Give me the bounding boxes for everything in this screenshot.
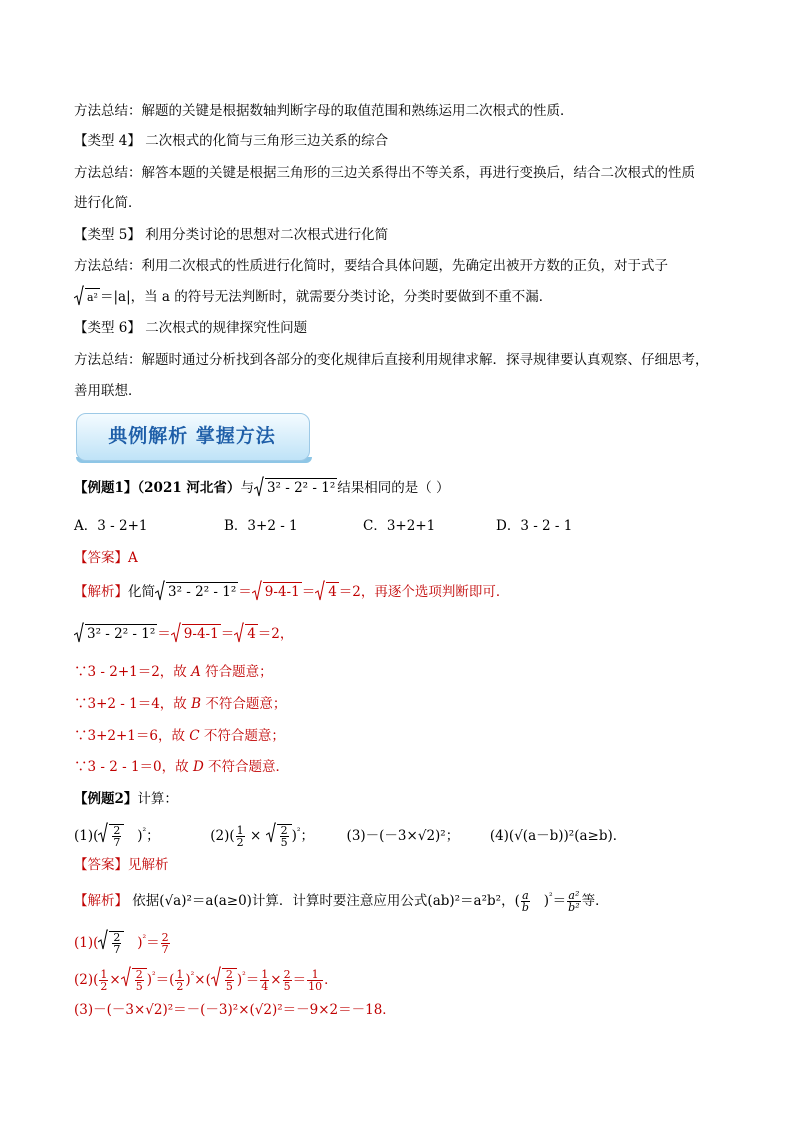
sqrt-expression [155,582,238,602]
denominator: 2 [236,836,244,849]
question-text: 与 [240,480,254,496]
radicand: 9-4-1 [183,626,219,642]
denominator: 7 [161,943,169,956]
separator: ； [300,828,314,844]
numerator: 1 [261,968,269,981]
numerator: 2 [283,968,291,981]
option-a: A．3 - 2+1 [74,518,148,534]
exponent: ² [152,971,156,981]
type-tag: 【类型 6】 [74,320,141,336]
analysis-tag: 【解析】 [74,893,128,909]
denominator: b [521,901,529,914]
radicand: 9-4-1 [264,584,300,600]
summary-text: 善用联想． [74,383,142,399]
check-text: ∵3 - 2+1＝2，故 [74,664,192,680]
fraction [236,825,245,848]
denominator: 5 [283,980,291,993]
equals: ＝ [292,972,307,988]
equals: ＝ [146,935,160,951]
sqrt-expression [171,624,221,644]
example-tag: 【例题2】 [74,791,138,807]
fraction [161,932,170,955]
example-2-answer [74,855,169,875]
fraction [225,969,234,992]
operator: × [270,972,282,988]
radicand [132,968,147,992]
sqrt-expression [234,624,258,644]
radicand: 3² - 2² - 1² [168,584,237,600]
type-tag: 【类型 5】 [74,227,141,243]
analysis-text: ＝2，再逐个选项判断即可． [338,584,510,600]
numerator: 2 [113,931,121,944]
question-text: 结果相同的是（ ） [337,480,450,496]
radicand: 3² - 2² - 1² [266,480,336,496]
radical-sign [74,622,84,644]
example-2-analysis: 【解析】 依据(√a)²＝a(a≥0)计算．计算时要注意应用公式(ab)²＝a²b²，( $\frac{a}{b}$ )$^{^2}$＝ $\frac{\text{a²}}{\text{b²}}$ 等． [74,889,609,914]
analysis-text: ＝ [238,584,252,600]
part-label: (1) [74,935,94,951]
example-2-parts: (1)( $\frac{2}{7}$ )$^{^2}$； (2)( $\frac{1}{2}$ × $\frac{2}{5}$ )$^{^2}$； (3)－(－3×√2)²； (4)(√(a－b))²(a≥b)． [74,824,627,849]
method-summary-4 [74,350,709,370]
analysis-tag: 【解析】 [74,584,128,600]
check-text: 不符合题意． [203,759,290,775]
sqrt-expression [98,824,124,848]
denominator: 5 [225,980,233,993]
type-title: 二次根式的规律探究性问题 [145,320,308,336]
denominator: b² [568,901,580,914]
denominator: 2 [176,980,184,993]
type-tag: 【类型 4】 [74,133,141,149]
radical-sign [252,580,262,602]
answer-value: 见解析 [128,857,169,873]
denominator: 5 [135,980,143,993]
sqrt-expression [254,478,337,498]
check-text: ∵3 - 2 - 1＝0，故 [74,759,193,775]
type-5-heading [74,225,388,245]
step-text: ＝ [220,626,235,642]
check-text: 符合题意； [200,664,273,680]
radical-sign [171,622,181,644]
radical-sign [266,822,276,844]
denominator: 2 [100,980,108,993]
radical-sign [211,966,221,988]
part-label: (2) [74,972,94,988]
fraction [280,825,289,848]
fraction [112,825,121,848]
check-b [74,694,286,714]
numerator: 1 [236,824,244,837]
banner-title: 典例解析 掌握方法 [108,425,276,447]
sqrt-expression [266,824,292,848]
denominator: 4 [261,980,269,993]
fraction [283,969,292,992]
denominator: 7 [113,836,121,849]
sqrt-expression [121,968,147,992]
method-summary-4-cont [74,381,142,401]
denominator: 5 [280,836,288,849]
exponent: ² [190,971,195,981]
section-banner [76,413,310,463]
summary-text: 方法总结：解题的关键是根据数轴判断字母的取值范围和熟练运用二次根式的性质． [74,103,574,119]
fraction [135,969,144,992]
method-summary-2 [74,163,695,183]
check-letter: A [191,664,201,680]
numerator: 1 [100,968,108,981]
numerator: 2 [161,931,169,944]
fraction [307,969,323,992]
method-summary-3-cont [74,287,552,307]
method-summary-1 [74,101,574,121]
part-3: (3)－(－3×√2)²； [346,828,460,844]
check-text: ∵3+2 - 1＝4，故 [74,696,192,712]
check-c [74,726,285,746]
type-4-heading [74,131,388,151]
radical-sign [155,580,165,602]
exponent: ² [549,892,553,902]
fraction [175,969,184,992]
sqrt-expression [315,582,339,602]
exponent: ² [242,971,246,981]
option-b: B．3+2 - 1 [224,518,298,534]
sqrt-expression [74,624,157,644]
summary-text: 方法总结：利用二次根式的性质进行化简时，要结合具体问题，先确定出被开方数的正负，对于式子 [74,258,668,274]
numerator: 2 [280,824,288,837]
radicand: a² [85,288,100,307]
radicand: 4 [247,626,256,642]
numerator: 2 [135,968,143,981]
sqrt-expression [98,931,124,955]
check-a [74,662,273,682]
radical-sign [234,622,244,644]
period: ． [324,972,338,988]
numerator: 1 [176,968,184,981]
example-2-step-2: (2)( $\frac{1}{2}$ × $\frac{2}{5}$ )$^{^2}$＝( $\frac{1}{2}$ )$^{^2}$×( $\frac{2}{5}$ )$^{^2}$＝ $\frac{1}{4}$ × $\frac{2}{5}$ ＝ $\frac{1}{10}$ ． [74,968,338,993]
operator: × [249,828,262,844]
example-2-step-3 [74,1000,396,1020]
example-source: （2021 河北省） [137,480,241,496]
separator: ； [146,828,160,844]
example-1-question [74,478,450,498]
fraction [567,890,580,913]
example-title: 计算： [137,791,178,807]
radicand [222,968,237,992]
example-1-analysis [74,582,509,602]
radicand: 3² - 2² - 1² [87,626,156,642]
numerator: a [522,889,529,902]
radical-sign [98,822,108,844]
numerator: 1 [307,969,323,981]
type-6-heading [74,318,307,338]
exponent: ² [142,827,147,837]
radicand [277,824,292,848]
fraction [112,932,121,955]
sqrt-expression [211,968,237,992]
summary-text: 进行化简． [74,195,142,211]
check-d [74,757,289,777]
analysis-text: 等． [581,893,609,909]
radical-sign [254,476,264,498]
answer-tag: 【答案】 [74,857,128,873]
radical-sign [98,929,108,951]
radical-sign [74,285,84,307]
option-c: C．3+2+1 [363,518,436,534]
numerator: a² [568,889,580,902]
answer-value: A [128,550,138,566]
analysis-text: ＝ [301,584,316,600]
fraction [521,890,530,913]
part-label: (1) [74,828,94,844]
denominator: 7 [113,943,121,956]
step-text: ＝ [157,626,171,642]
option-d: D．3 - 2 - 1 [496,518,573,534]
example-1-answer [74,548,138,568]
analysis-text: 化简 [128,584,155,600]
check-text: 不符合题意； [199,728,285,744]
example-2-step-1: (1)( $\frac{2}{7}$ )$^{^2}$＝ $\frac{2}{7}$ [74,931,169,956]
check-text: 不符合题意； [201,696,287,712]
summary-text: 方法总结：解题时通过分析找到各部分的变化规律后直接利用规律求解．探寻规律要认真观察、仔细思考， [74,352,709,368]
analysis-text: 依据(√a)²＝a(a≥0)计算．计算时要注意应用公式(ab)²＝a²b²， [132,893,515,909]
fraction [99,969,108,992]
check-text: ∵3+2+1＝6，故 [74,728,190,744]
type-title: 二次根式的化简与三角形三边关系的综合 [145,133,389,149]
example-1-step [74,624,293,644]
answer-tag: 【答案】 [74,550,128,566]
check-letter: C [189,728,200,744]
check-letter: B [191,696,202,712]
numerator: 2 [225,968,233,981]
radicand [109,931,124,955]
denominator: 10 [308,980,323,993]
example-2-heading [74,789,178,809]
type-title: 利用分类讨论的思想对二次根式进行化简 [145,227,389,243]
summary-text: ＝|a|，当 a 的符号无法判断时，就需要分类讨论，分类时要做到不重不漏． [99,289,553,305]
operator: × [109,972,121,988]
radicand [109,824,124,848]
check-letter: D [192,759,204,775]
radical-sign [121,966,131,988]
sqrt-expression [252,582,302,602]
sqrt-expression [74,287,100,307]
exponent: ² [296,827,301,837]
example-tag: 【例题1】 [74,480,138,496]
operator: × [194,972,206,988]
step-text: (3)－(－3×√2)²＝－(－3)²×(√2)²＝－9×2＝－18． [74,1002,396,1018]
radicand: 4 [328,584,337,600]
step-text: ＝2， [257,626,294,642]
radical-sign [315,580,325,602]
exponent: ² [142,934,147,944]
summary-text: 方法总结：解答本题的关键是根据三角形的三边关系得出不等关系，再进行变换后，结合二次根式的性质 [74,165,695,181]
method-summary-2-cont [74,193,142,213]
method-summary-3 [74,256,668,276]
part-4: (4)(√(a－b))²(a≥b)． [489,828,627,844]
fraction [260,969,269,992]
part-label: (2) [210,828,230,844]
numerator: 2 [113,824,121,837]
